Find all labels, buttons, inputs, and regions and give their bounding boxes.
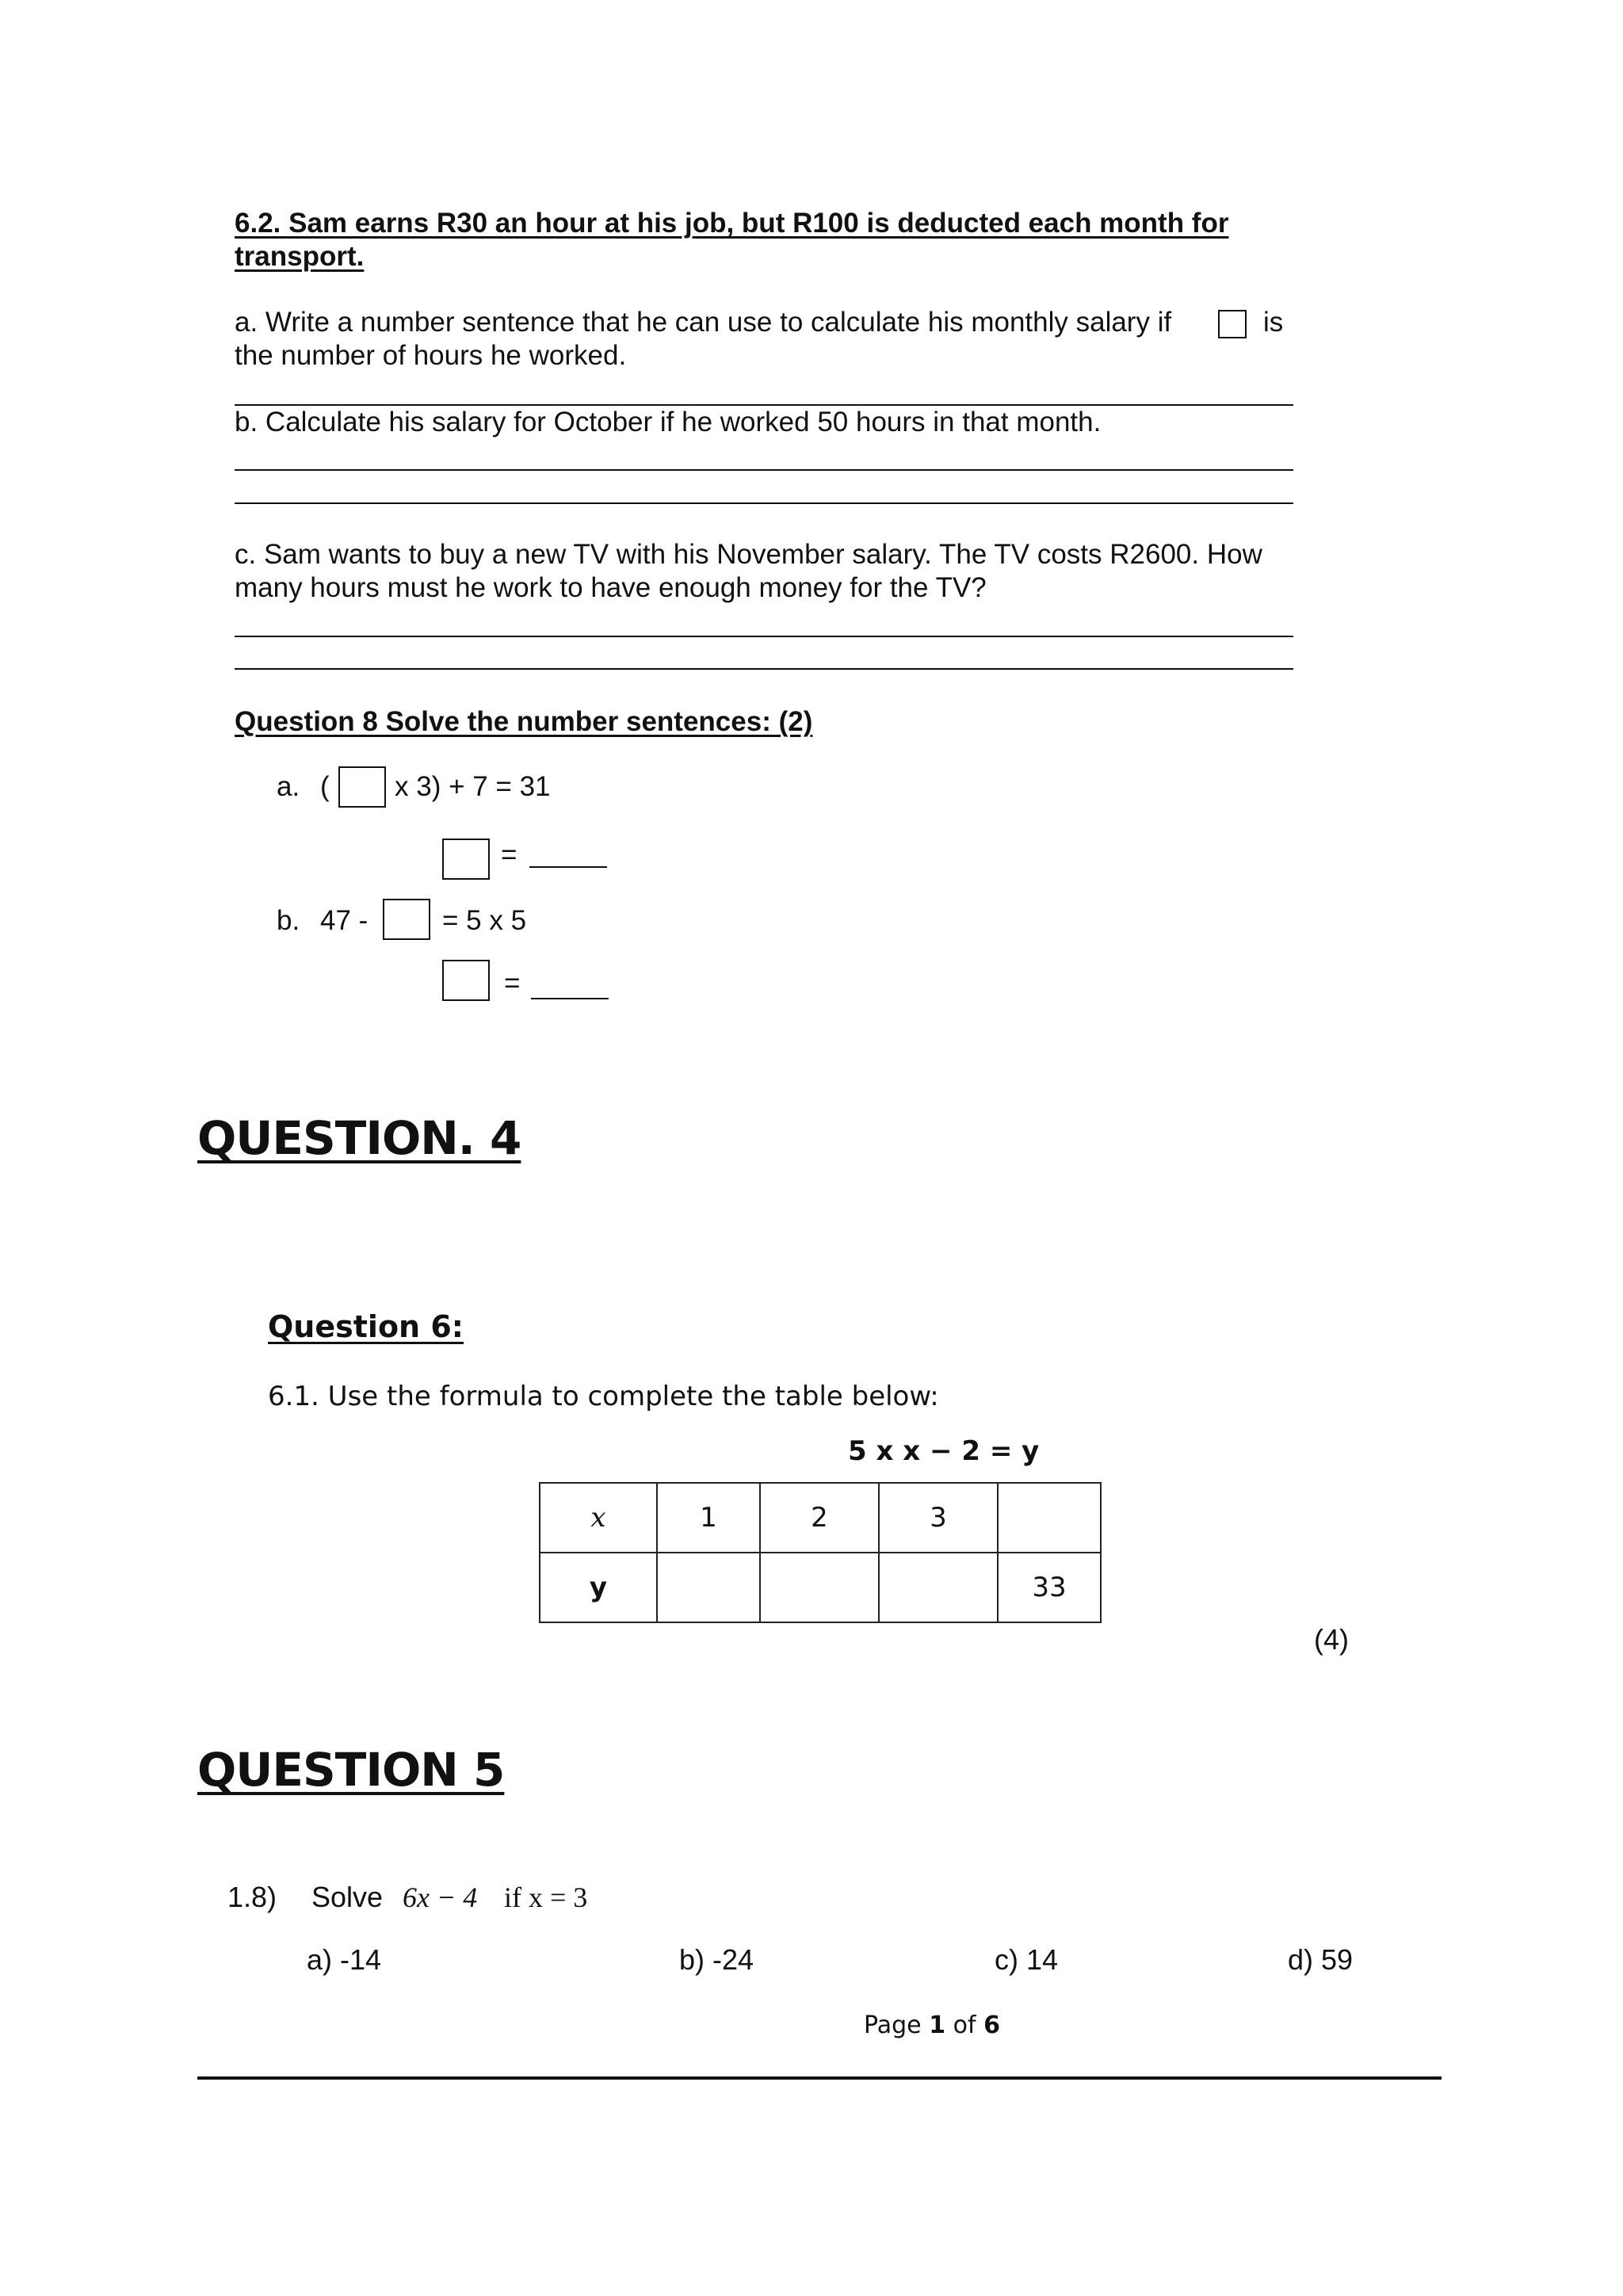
q6-marks: (4) bbox=[1314, 1623, 1349, 1656]
q8-heading: Question 8 Solve the number sentences: (2) bbox=[235, 706, 813, 737]
q8-a-open: ( bbox=[320, 771, 330, 802]
option-a[interactable]: a) -14 bbox=[307, 1943, 382, 1976]
q62-a-suffix: is bbox=[1263, 307, 1284, 338]
option-b[interactable]: b) -24 bbox=[679, 1943, 754, 1976]
q62-a-line2: the number of hours he worked. bbox=[235, 340, 627, 371]
option-d[interactable]: d) 59 bbox=[1288, 1943, 1354, 1976]
q62-c-line2: many hours must he work to have enough money for the TV? bbox=[235, 572, 987, 603]
q8-a-rest: x 3) + 7 = 31 bbox=[395, 771, 551, 802]
question-4-title: QUESTION. 4 bbox=[197, 1111, 521, 1165]
q8-a-label: a. bbox=[277, 771, 300, 802]
answer-box[interactable] bbox=[338, 766, 386, 808]
answer-box[interactable] bbox=[383, 899, 430, 940]
page-prefix: Page bbox=[864, 2011, 922, 2039]
answer-line[interactable] bbox=[235, 502, 1293, 504]
q18-condition: if x = 3 bbox=[504, 1881, 588, 1913]
answer-box[interactable] bbox=[442, 960, 490, 1001]
table-cell-input[interactable] bbox=[879, 1553, 998, 1622]
q18-expression: 6x − 4 bbox=[403, 1881, 478, 1913]
table-cell-input[interactable] bbox=[657, 1553, 760, 1622]
table-cell: 2 bbox=[760, 1483, 879, 1553]
answer-box[interactable] bbox=[1218, 310, 1247, 338]
q62-b-text: b. Calculate his salary for October if he worked 50 hours in that month. bbox=[235, 407, 1102, 437]
q6-formula: 5 x x − 2 = y bbox=[848, 1435, 1040, 1467]
q18-number: 1.8) bbox=[227, 1881, 277, 1913]
answer-line[interactable] bbox=[235, 636, 1293, 637]
page-number bbox=[864, 2011, 1000, 2039]
footer-divider bbox=[197, 2076, 1442, 2080]
q8-b-rest: = 5 x 5 bbox=[442, 905, 527, 936]
q62-c-line1: c. Sam wants to buy a new TV with his November salary. The TV costs R2600. How bbox=[235, 539, 1262, 570]
question-5-title: QUESTION 5 bbox=[197, 1743, 505, 1797]
page-of: of bbox=[953, 2011, 976, 2039]
page-current: 1 bbox=[929, 2011, 946, 2039]
q62-a-line1: a. Write a number sentence that he can use to calculate his monthly salary if bbox=[235, 307, 1172, 338]
answer-box[interactable] bbox=[442, 839, 490, 880]
q6-instruction: 6.1. Use the formula to complete the table below: bbox=[268, 1381, 939, 1412]
option-c[interactable]: c) 14 bbox=[995, 1943, 1059, 1976]
answer-line[interactable] bbox=[531, 998, 609, 999]
q62-heading-line2: transport. bbox=[235, 241, 365, 272]
table-cell-input[interactable] bbox=[998, 1483, 1101, 1553]
table-cell: x bbox=[540, 1483, 657, 1553]
table-cell: 33 bbox=[998, 1553, 1101, 1622]
q8-b-eq: = bbox=[504, 968, 521, 999]
answer-line[interactable] bbox=[235, 469, 1293, 471]
q8-a-eq: = bbox=[501, 839, 517, 870]
q8-b-label: b. bbox=[277, 905, 300, 936]
q8-b-left: 47 - bbox=[320, 905, 369, 936]
page-total: 6 bbox=[983, 2011, 1000, 2039]
answer-line[interactable] bbox=[235, 668, 1293, 670]
table-cell: 1 bbox=[657, 1483, 760, 1553]
table-row bbox=[540, 1553, 1101, 1622]
q62-heading-line1: 6.2. Sam earns R30 an hour at his job, but R100 is deducted each month for bbox=[235, 208, 1229, 239]
table-row bbox=[540, 1483, 1101, 1553]
formula-table bbox=[539, 1482, 1102, 1623]
q18-solve: Solve bbox=[311, 1881, 384, 1913]
table-cell: y bbox=[540, 1553, 657, 1622]
table-cell-input[interactable] bbox=[760, 1553, 879, 1622]
answer-line[interactable] bbox=[529, 866, 607, 868]
q6-heading: Question 6: bbox=[268, 1309, 464, 1344]
table-cell: 3 bbox=[879, 1483, 998, 1553]
